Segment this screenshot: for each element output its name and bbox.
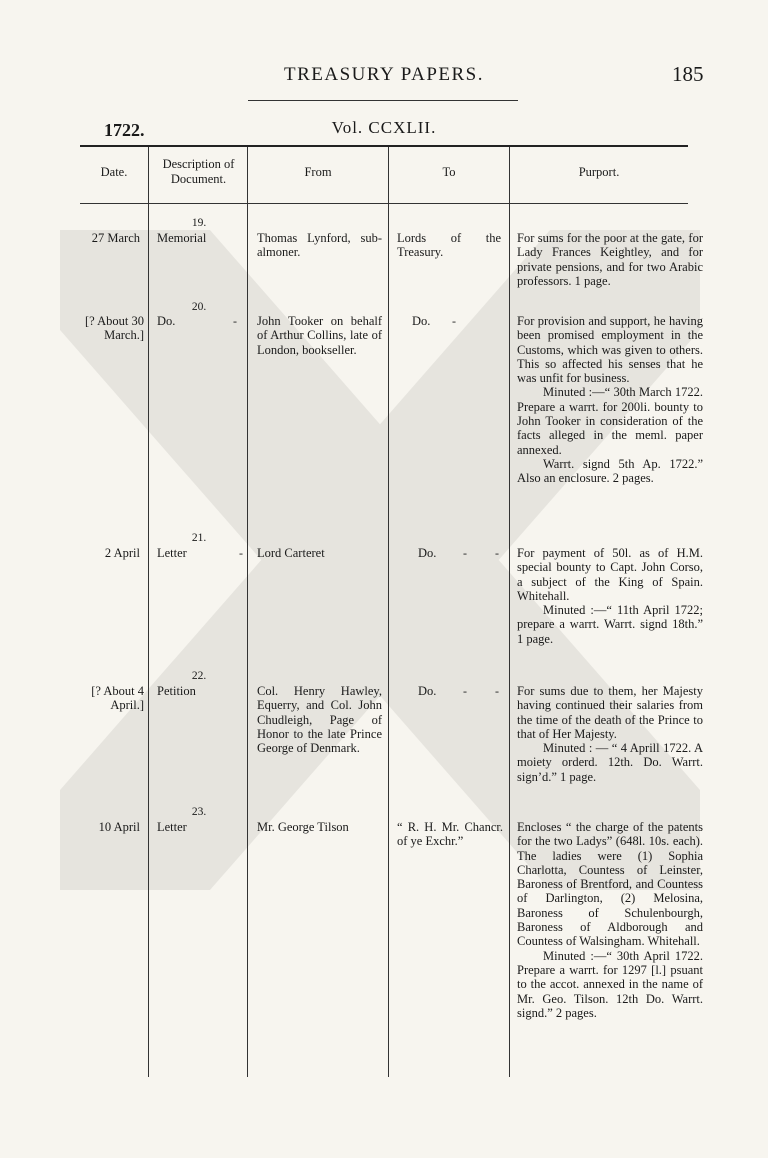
entry-date: [? About 4 April.] (91, 684, 144, 713)
dash-leader: - (463, 684, 467, 698)
entry-description: Do. (157, 314, 176, 328)
entry-date: [? About 30 March.] (84, 314, 144, 343)
entry-from: Col. Henry Hawley, Equerry, and Col. John Chudleigh, Page of Honor to the late Prince George of Denmark. (257, 684, 382, 756)
column-divider (388, 147, 389, 1077)
column-divider (148, 147, 149, 1077)
entry-description: Letter (157, 820, 187, 834)
page-number: 185 (672, 62, 704, 86)
purport-paragraph: For provision and support, he having been promised employment in the Customs, which was given to others. This so affected his senses that he was unfit for business. (517, 314, 703, 386)
entry-number: 20. (191, 301, 207, 313)
volume-heading: Vol. CCXLII. (331, 118, 437, 137)
entry-to: Do. (418, 546, 437, 560)
year-heading: 1722. (104, 120, 145, 140)
dash-leader: - (452, 314, 456, 328)
dash-leader: - (495, 684, 499, 698)
purport-paragraph: For sums due to them, her Majesty having continued their salaries from the time of the death of the Prince to that of Her Majesty. (517, 684, 703, 741)
column-header-description: Description of Document. (162, 157, 235, 186)
title-rule (248, 100, 518, 101)
entry-number: 22. (191, 670, 207, 682)
dash-leader: - (495, 546, 499, 560)
entry-purport (517, 231, 703, 288)
purport-paragraph: For payment of 50l. as of H.M. special bounty to Capt. John Corso, a subject of the King of Spain. Whitehall. (517, 546, 703, 603)
purport-minute: Minuted :—“ 30th March 1722. Prepare a warrt. for 200li. bounty to John Tooker in consideration of the facts alleged in the meml. paper annexed. (517, 385, 703, 457)
running-title: TREASURY PAPERS. (284, 64, 484, 85)
entry-to: “ R. H. Mr. Chancr. of ye Exchr.” (397, 820, 503, 849)
dash-leader: - (233, 314, 237, 328)
entry-purport (517, 314, 703, 486)
entry-description: Memorial (157, 231, 207, 245)
table-header-rule (80, 203, 688, 204)
purport-minute: Minuted :—“ 11th April 1722; prepare a warrt. Warrt. signd 18th.” 1 page. (517, 603, 703, 646)
purport-paragraph: For sums for the poor at the gate, for Lady Frances Keightley, and for private pensions, and for two Arabic professors. 1 page. (517, 231, 703, 288)
column-divider (509, 147, 510, 1077)
entry-from: Thomas Lynford, sub-almoner. (257, 231, 382, 260)
entry-to: Do. (412, 314, 431, 328)
column-header-purport: Purport. (578, 165, 620, 179)
entry-to: Lords of the Treasury. (397, 231, 501, 260)
purport-minute: Minuted :—“ 30th April 1722. Prepare a warrt. for 1297 [l.] psuant to the accot. annexed in the name of Mr. Geo. Tilson. 12th Do. Warrt. signd.” 2 pages. (517, 948, 703, 1020)
table-top-rule (80, 145, 688, 147)
column-header-to: To (442, 165, 456, 179)
purport-minute: Minuted : — “ 4 Aprill 1722. A moiety orderd. 12th. Do. Warrt. sign’d.” 1 page. (517, 741, 703, 784)
entry-purport (517, 546, 703, 646)
column-divider (247, 147, 248, 1077)
entry-from: Mr. George Tilson (257, 820, 349, 834)
entry-to: Do. (418, 684, 437, 698)
purport-note: Warrt. signd 5th Ap. 1722.” Also an enclosure. 2 pages. (517, 456, 703, 486)
entry-purport (517, 684, 703, 784)
entry-date: 27 March (91, 231, 140, 245)
entry-description: Letter (157, 546, 187, 560)
entry-purport (517, 820, 703, 1020)
entry-number: 19. (191, 217, 207, 229)
entry-number: 23. (191, 806, 207, 818)
entry-from: John Tooker on behalf of Arthur Collins, late of London, bookseller. (257, 314, 382, 357)
entry-description: Petition (157, 684, 196, 698)
purport-paragraph: Encloses “ the charge of the patents for the two Ladys” (648l. 10s. each). The ladies were (1) Sophia Charlotta, Countess of Leinster, Baroness of Brentford, and Countess of Darlington, (2) Melosina, Baroness of Schulenbourgh, Baroness of Aldborough and Countess of Walsingham. Whitehall. (517, 820, 703, 949)
entry-date: 2 April (104, 546, 140, 560)
column-header-date: Date. (100, 165, 128, 179)
dash-leader: - (239, 546, 243, 560)
column-header-from: From (304, 165, 332, 179)
dash-leader: - (463, 546, 467, 560)
entry-date: 10 April (98, 820, 140, 834)
entry-from: Lord Carteret (257, 546, 325, 560)
entry-number: 21. (191, 532, 207, 544)
